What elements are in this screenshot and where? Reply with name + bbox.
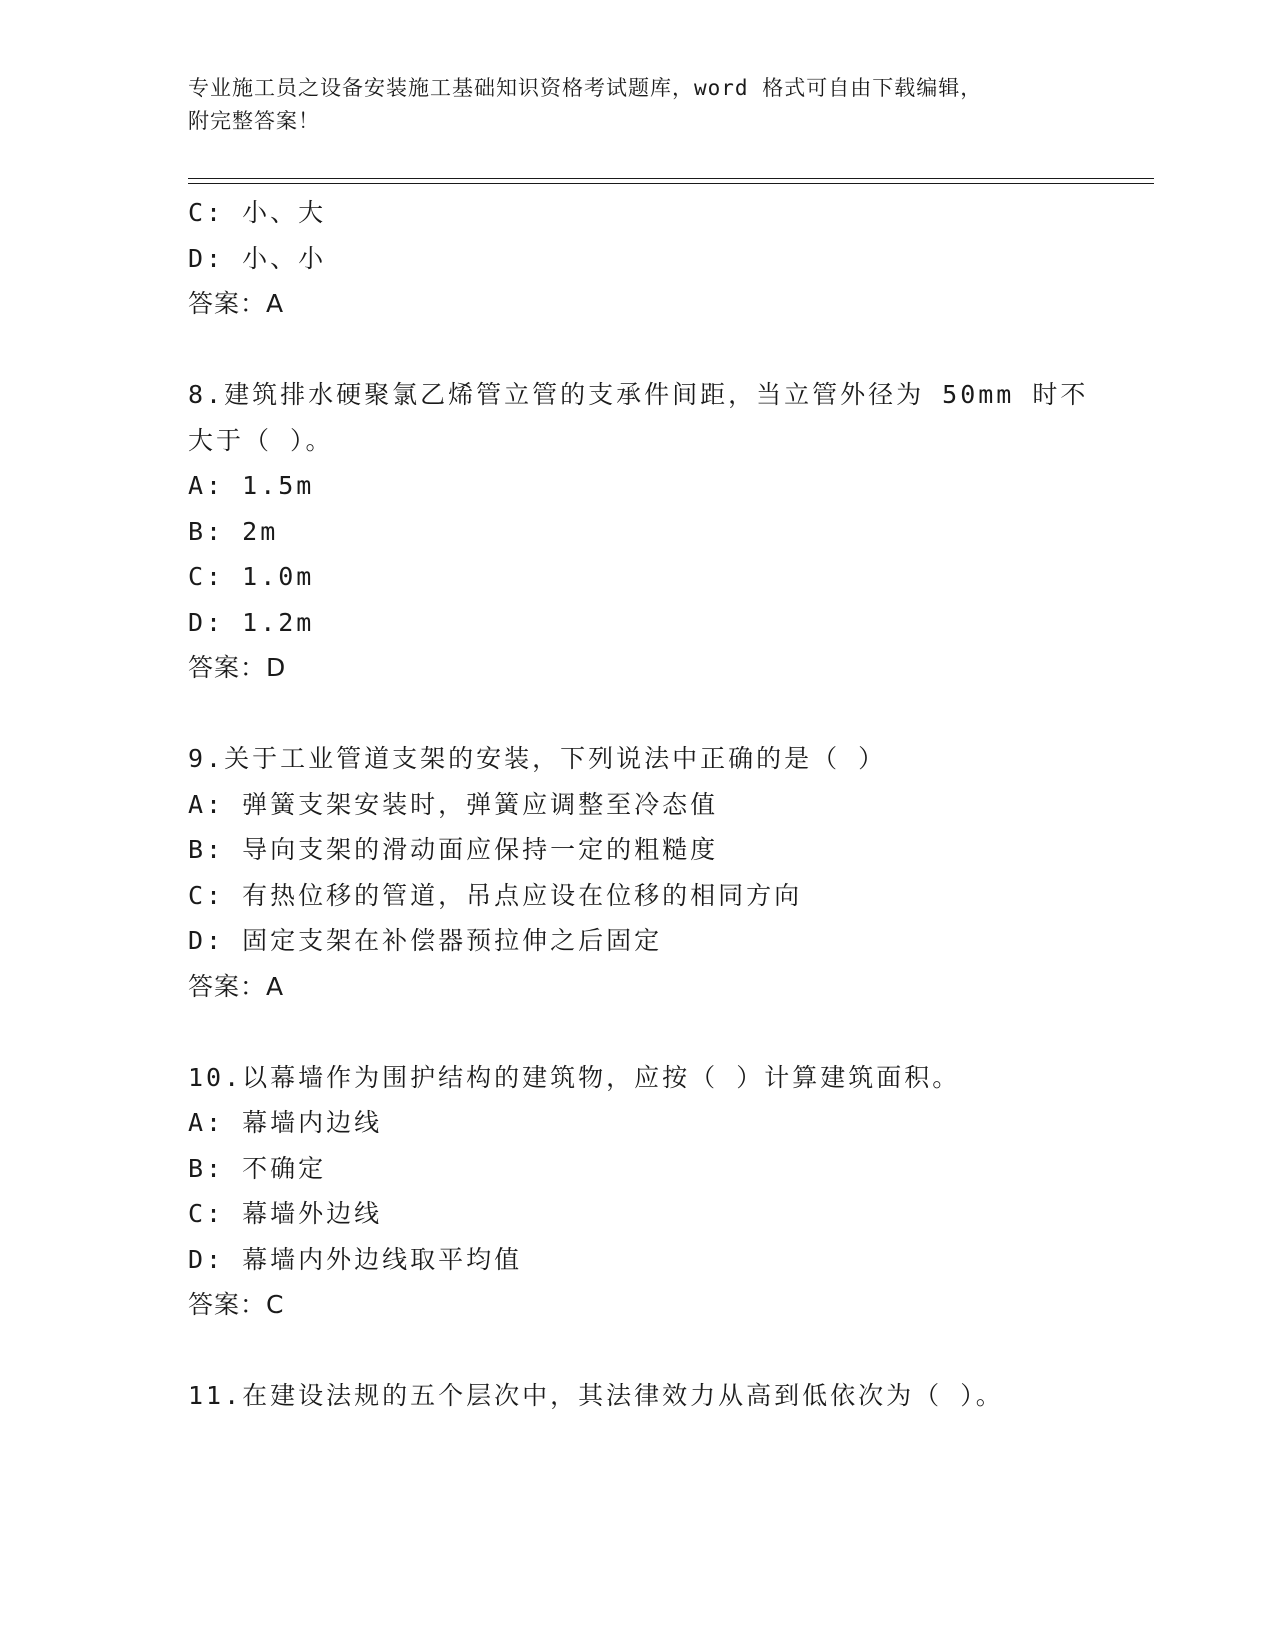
- option-a: A: 弹簧支架安装时，弹簧应调整至冷态值: [188, 789, 719, 819]
- question-text-cont: 大于（ ）。: [188, 425, 334, 455]
- spacer: [188, 327, 1154, 373]
- spacer: [188, 1328, 1154, 1374]
- header-divider-top: [188, 178, 1154, 179]
- option-d: D: 幕墙内外边线取平均值: [188, 1244, 523, 1274]
- option-c: C: 有热位移的管道，吊点应设在位移的相同方向: [188, 880, 803, 910]
- option-b: B: 2m: [188, 516, 279, 546]
- option-d: D: 小、小: [188, 243, 327, 273]
- option-a: A: 1.5m: [188, 471, 315, 500]
- question-block-11: [188, 1373, 1154, 1419]
- answer-text: 答案：A: [188, 289, 285, 318]
- header-line-1: 专业施工员之设备安装施工基础知识资格考试题库，word 格式可自由下载编辑，: [188, 76, 983, 100]
- option-b: B: 不确定: [188, 1153, 327, 1183]
- answer-text: 答案：C: [188, 1290, 285, 1319]
- question-block-10: [188, 1055, 1154, 1328]
- option-c: C: 小、大: [188, 198, 327, 227]
- spacer: [188, 1009, 1154, 1055]
- option-d: D: 1.2m: [188, 607, 315, 637]
- question-block-9: [188, 736, 1154, 1009]
- question-block-prev: [188, 190, 1154, 327]
- question-text: 11.在建设法规的五个层次中，其法律效力从高到低依次为（ ）。: [188, 1381, 1004, 1410]
- option-a: A: 幕墙内边线: [188, 1108, 383, 1137]
- question-text: 9.关于工业管道支架的安装，下列说法中正确的是（ ）: [188, 744, 887, 773]
- option-d: D: 固定支架在补偿器预拉伸之后固定: [188, 926, 663, 955]
- option-c: C: 幕墙外边线: [188, 1199, 383, 1228]
- option-c: C: 1.0m: [188, 562, 315, 591]
- question-block-8: [188, 372, 1154, 691]
- spacer: [188, 691, 1154, 737]
- question-list: [188, 190, 1154, 1419]
- header-divider-bottom: [188, 183, 1154, 184]
- option-b: B: 导向支架的滑动面应保持一定的粗糙度: [188, 835, 719, 864]
- answer-text: 答案：A: [188, 971, 285, 1001]
- header-line-2: 附完整答案！: [188, 109, 320, 133]
- answer-text: 答案：D: [188, 653, 287, 682]
- question-text: 10.以幕墙作为围护结构的建筑物，应按（ ）计算建筑面积。: [188, 1062, 961, 1092]
- question-text: 8.建筑排水硬聚氯乙烯管立管的支承件间距，当立管外径为 50mm 时不: [188, 380, 1089, 409]
- document-header: [188, 72, 1068, 138]
